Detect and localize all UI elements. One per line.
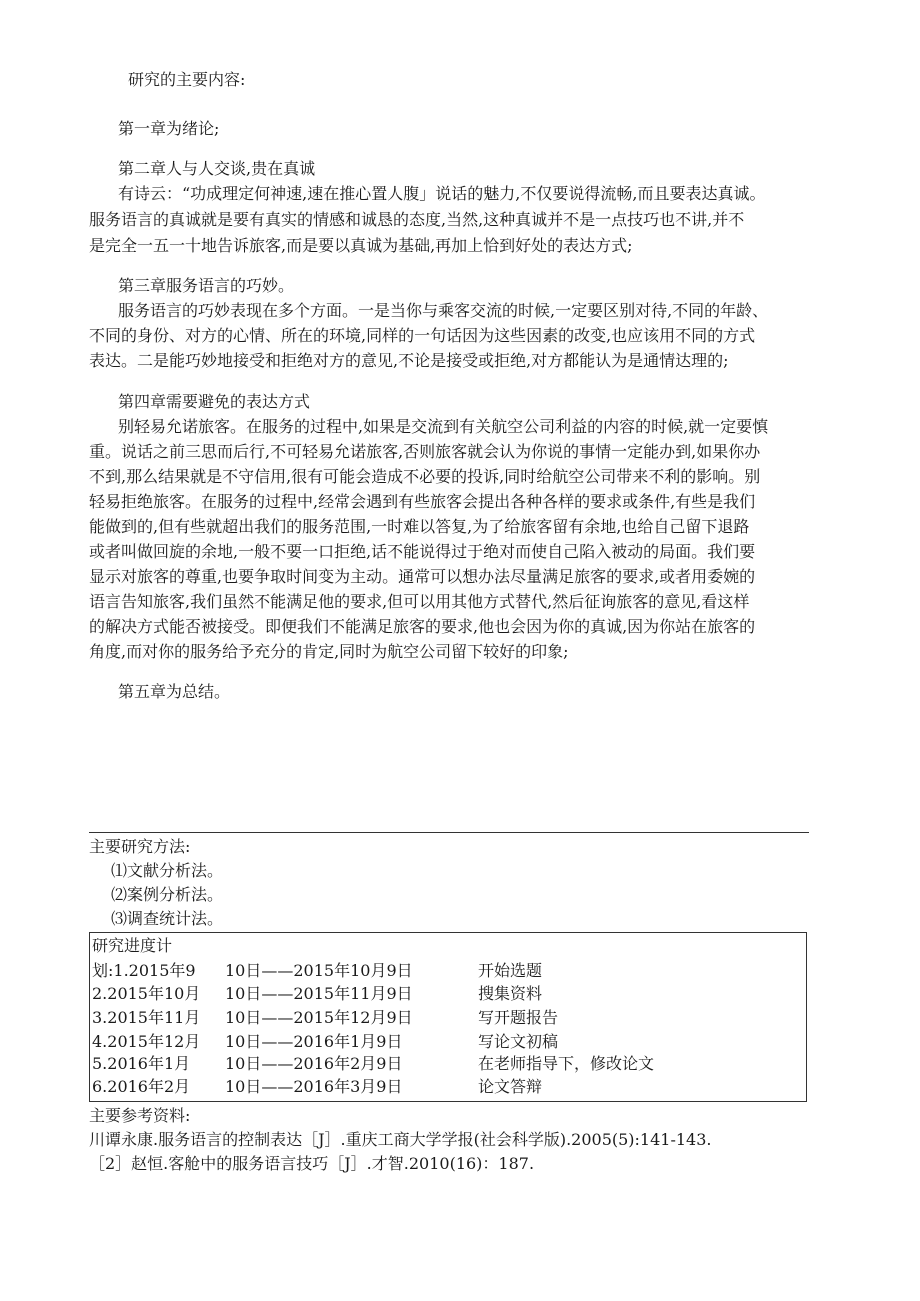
schedule-period: 6.2016年2月: [92, 1077, 191, 1096]
chapter5-title: 第五章为总结。: [118, 682, 231, 701]
schedule-range: 10日——2015年12月9日: [225, 1008, 413, 1027]
schedule-period: 2.2015年10月: [92, 984, 201, 1003]
schedule-task: 开始选题: [478, 961, 543, 980]
schedule-box: [89, 932, 807, 1102]
chapter2-title: 第二章人与人交谈,贵在真诚: [118, 159, 316, 178]
chapter4-line: 重。说话之前三思而后行,不可轻易允诺旅客,否则旅客就会认为你说的事情一定能办到,如果你办: [89, 442, 761, 461]
schedule-task: 写开题报告: [478, 1008, 559, 1027]
schedule-task: 论文答辩: [478, 1077, 543, 1096]
chapter4-line: 轻易拒绝旅客。在服务的过程中,经常会遇到有些旅客会提出各种各样的要求或条件,有些是我们: [89, 492, 756, 511]
reference-item: ［2］赵恒.客舱中的服务语言技巧［J］.才智.2010(16)：187.: [89, 1154, 535, 1173]
schedule-range: 10日——2015年10月9日: [225, 961, 413, 980]
section-divider: [89, 832, 809, 833]
schedule-range: 10日——2016年3月9日: [225, 1077, 403, 1096]
schedule-period: 4.2015年12月: [92, 1032, 201, 1051]
chapter4-line: 或者叫做回旋的余地,一般不要一口拒绝,话不能说得过于绝对而使自己陷入被动的局面。我们要: [89, 542, 756, 561]
methods-heading: 主要研究方法:: [89, 837, 191, 856]
chapter3-line: 服务语言的巧妙表现在多个方面。一是当你与乘客交流的时候,一定要区别对待,不同的年龄、: [118, 301, 769, 320]
chapter4-line: 能做到的,但有些就超出我们的服务范围,一时难以答复,为了给旅客留有余地,也给自己留下退路: [89, 517, 750, 536]
chapter4-line: 不到,那么结果就是不守信用,很有可能会造成不必要的投诉,同时给航空公司带来不利的影响。别: [89, 467, 761, 486]
schedule-period: 划:1.2015年9: [92, 961, 196, 980]
schedule-range: 10日——2016年2月9日: [225, 1054, 403, 1073]
reference-item: 川谭永康.服务语言的控制表达［J］.重庆工商大学学报(社会科学版).2005(5):141-143.: [89, 1130, 712, 1149]
schedule-period: 3.2015年11月: [92, 1008, 201, 1027]
schedule-period: 5.2016年1月: [92, 1054, 191, 1073]
chapter2-line: 服务语言的真诚就是要有真实的情感和诚恳的态度,当然,这种真诚并不是一点技巧也不讲,并不: [89, 210, 745, 229]
schedule-range: 10日——2016年1月9日: [225, 1032, 403, 1051]
schedule-heading: 研究进度计: [92, 936, 173, 955]
method-item: ⑵案例分析法。: [111, 885, 224, 904]
chapter2-line: 有诗云：“功成理定何神速,速在推心置人腹」说话的魅力,不仅要说得流畅,而且要表达真诚。: [118, 184, 766, 203]
chapter4-line: 显示对旅客的尊重,也要争取时间变为主动。通常可以想办法尽量满足旅客的要求,或者用委婉的: [89, 567, 756, 586]
chapter4-line: 角度,而对你的服务给予充分的肯定,同时为航空公司留下较好的印象;: [89, 642, 569, 661]
schedule-task: 写论文初稿: [478, 1032, 559, 1051]
chapter3-line: 表达。二是能巧妙地接受和拒绝对方的意见,不论是接受或拒绝,对方都能认为是通情达理的;: [89, 351, 729, 370]
method-item: ⑶调查统计法。: [111, 909, 224, 928]
chapter3-line: 不同的身份、对方的心情、所在的环境,同样的一句话因为这些因素的改变,也应该用不同的方式: [89, 326, 756, 345]
chapter4-line: 语言告知旅客,我们虽然不能满足他的要求,但可以用其他方式替代,然后征询旅客的意见,看这样: [89, 592, 750, 611]
references-heading: 主要参考资料:: [89, 1106, 191, 1125]
chapter2-line: 是完全一五一十地告诉旅客,而是要以真诚为基础,再加上恰到好处的表达方式;: [89, 236, 633, 255]
schedule-range: 10日——2015年11月9日: [225, 984, 413, 1003]
chapter1-title: 第一章为绪论;: [118, 119, 220, 138]
research-heading: 研究的主要内容:: [128, 70, 246, 89]
chapter4-line: 别轻易允诺旅客。在服务的过程中,如果是交流到有关航空公司利益的内容的时候,就一定要慎: [118, 417, 769, 436]
chapter3-title: 第三章服务语言的巧妙。: [118, 276, 295, 295]
method-item: ⑴文献分析法。: [111, 861, 224, 880]
chapter4-line: 的解决方式能否被接受。即便我们不能满足旅客的要求,他也会因为你的真诚,因为你站在旅客的: [89, 617, 756, 636]
schedule-task: 搜集资料: [478, 984, 543, 1003]
schedule-task: 在老师指导下，修改论文: [478, 1054, 655, 1073]
chapter4-title: 第四章需要避免的表达方式: [118, 392, 311, 411]
